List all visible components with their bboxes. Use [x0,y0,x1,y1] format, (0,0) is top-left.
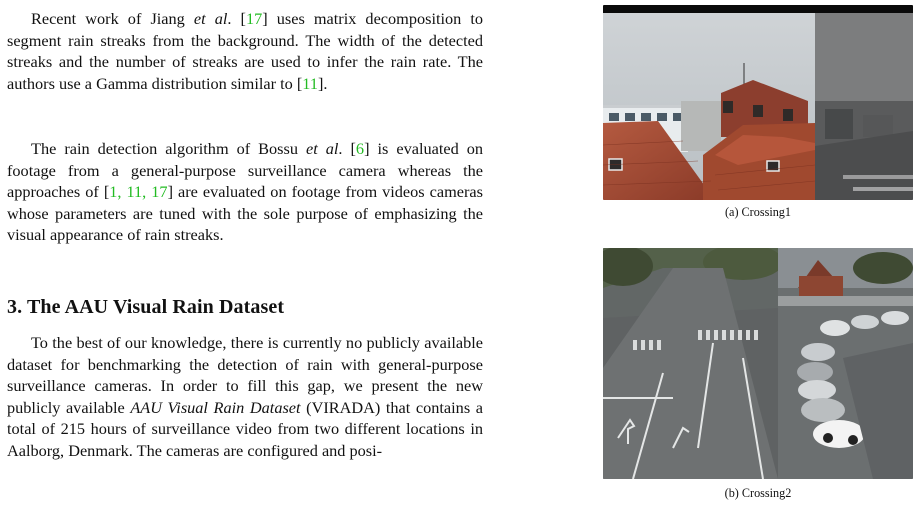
paragraph-dataset-intro [7,332,483,461]
citation-link[interactable]: 11 [302,73,318,93]
text-run: ] uses matrix decomposition to segment rain streaks from the background. The width of the detected streaks and the number of streaks are used to infer the rain rate. The authors use a Gamma distribution similar to [ [7,9,484,93]
figure-caption: (b) Crossing2 [724,486,792,500]
et-al: et al [193,9,228,28]
text-run: The rain detection algorithm of Bossu [31,139,306,158]
citation-link[interactable]: 6 [355,139,365,158]
text-run: . [ [338,139,356,158]
text-run: ] are evaluated on footage from videos cameras whose parameters are tuned with the sole purpose of emphasizing the visual appearance of rain streaks. [7,182,483,244]
text-run: ]. [317,73,328,93]
text-run: To the best of our knowledge, there is currently no publicly available dataset for benchmarking the detection of rain with general-purpose surveillance cameras. In order to fill this gap, we present the new publicly available [7,333,483,417]
citation-link[interactable]: 1, 11, 17 [109,182,168,201]
text-run: ] is evaluated on footage from a general-purpose surveillance camera whereas the approaches of [ [7,139,484,201]
text-run: Recent work of Jiang [31,9,194,28]
dataset-name: AAU Visual Rain Dataset [130,397,301,417]
figure-crossing2-image [603,248,913,479]
citation-link[interactable]: 17 [245,9,263,28]
figure-crossing1-image [603,5,913,200]
paragraph-related-work-bossu [7,138,483,246]
section-heading: 3. The AAU Visual Rain Dataset [7,296,285,318]
et-al: et al [306,139,339,158]
text-run: (VIRADA) that contains a total of 215 hours of surveillance video from two different locations in Aalborg, Denmark. The cameras are configured and posi- [7,397,483,460]
text-run: . [ [227,9,246,28]
figure-caption: (a) Crossing1 [724,205,791,219]
paragraph-related-work-jiang [7,8,483,94]
